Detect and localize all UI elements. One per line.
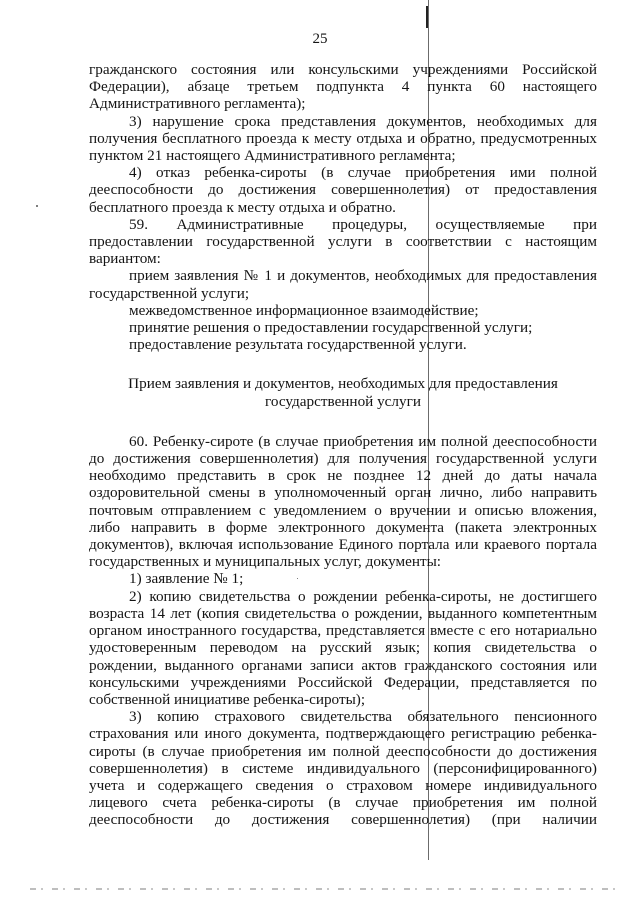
list-item-1: 1) заявление № 1; — [129, 570, 244, 588]
paragraph-continuation: гражданского состояния или консульскими учреждениями Российской Федерации), абзаце третьем подпункта 4 пункта 60 настоящего Административного регламента); — [89, 61, 597, 113]
page-number: 25 — [312, 31, 328, 47]
paragraph-item-3: 3) нарушение срока представления документов, необходимых для получения бесплатного проезда к месту отдыха и обратно, предусмотренных пунктом 21 настоящего Административного регламента; — [89, 112, 597, 165]
document-body — [89, 61, 597, 829]
scan-artifact-tick — [426, 6, 428, 28]
scan-artifact-bottom-noise — [30, 888, 620, 890]
scan-artifact-dot — [36, 205, 38, 207]
paragraph-60: 60. Ребенку-сироте (в случае приобретения им полной дееспособности до достижения совершеннолетия) для получения государственной услуги необходимо представить в срок не позднее 12 дней до даты начала оздоровительной смены в уполномоченный орган лично, либо направить почтовым отправлением с уведомлением о вручении и описью вложения, либо направить в форме электронного документа (пакета электронных документов), включая использование Единого портала или краевого портала государственных и муниципальных услуг, документы: — [89, 432, 597, 571]
paragraph-59: 59. Административные процедуры, осуществляемые при предоставлении государственной услуги в соответствии с настоящим вариантом: — [89, 215, 597, 268]
procedure-item: предоставление результата государственной услуги. — [129, 336, 467, 354]
list-item-2: 2) копию свидетельства о рождении ребенка-сироты, не достигшего возраста 14 лет (копия свидетельства о рождении, выданного компетентным органом иностранного государства, представляется вместе с его нотариально удостоверенным переводом на русский язык; копия свидетельства о рождении, выданного органами записи актов гражданского состояния или консульскими учреждениями Российской Федерации, представляется по собственной инициативе ребенка-сироты); — [89, 587, 597, 708]
procedure-item: межведомственное информационное взаимодействие; — [129, 301, 479, 319]
list-item-3: 3) копию страхового свидетельства обязательного пенсионного страхования или иного документа, подтверждающего регистрацию ребенка-сироты (в случае приобретения им полной дееспособности до достижения совершеннолетия) в системе индивидуального (персонифицированного) учета и содержащего сведения о страховом номере индивидуального лицевого счета ребенка-сироты (в случае приобретения им полной дееспособности до достижения совершеннолетия) (при наличии — [89, 708, 597, 829]
procedure-item: прием заявления № 1 и документов, необходимых для предоставления государственной услуги; — [89, 267, 597, 302]
paragraph-item-4: 4) отказ ребенка-сироты (в случае приобретения ими полной дееспособности до достижения совершеннолетия) от предоставления бесплатного проезда к месту отдыха и обратно. — [89, 164, 597, 216]
procedure-item: принятие решения о предоставлении государственной услуги; — [129, 319, 533, 337]
section-heading: Прием заявления и документов, необходимых для предоставления государственной услуги — [128, 375, 558, 410]
